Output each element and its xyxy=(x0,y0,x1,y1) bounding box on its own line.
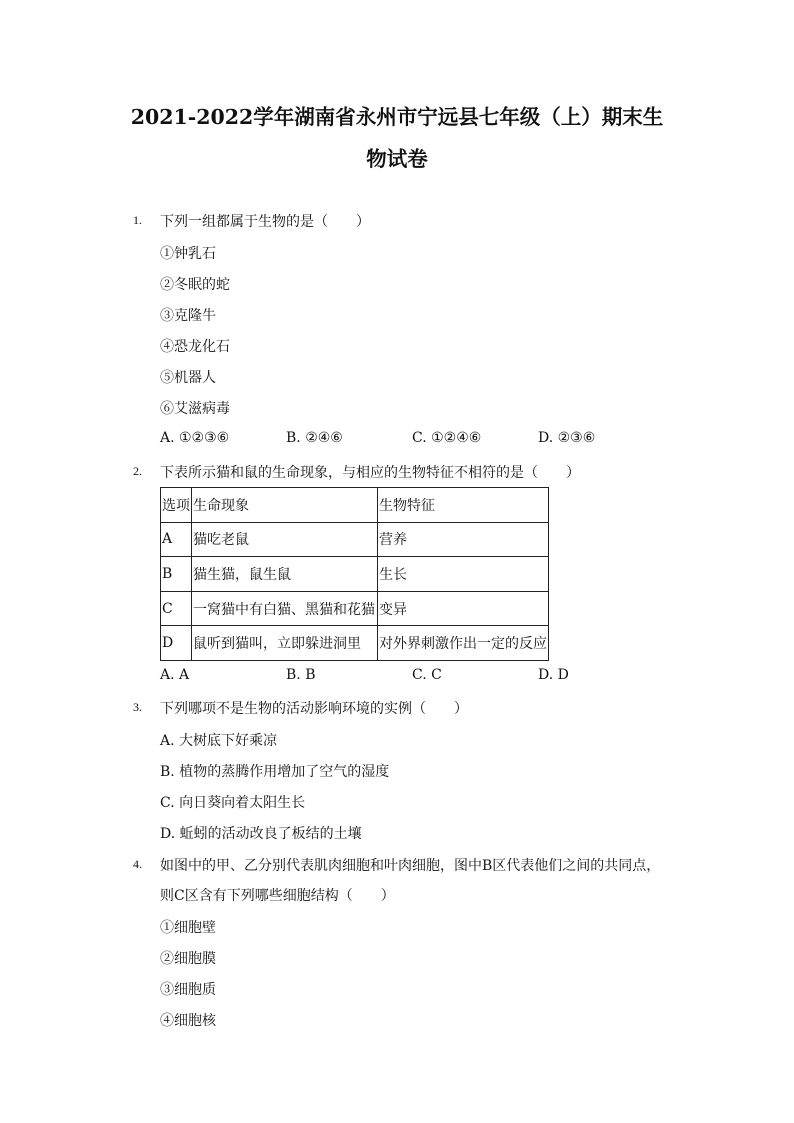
table-cell: 对外界刺激作出一定的反应 xyxy=(378,626,549,661)
table-cell: B xyxy=(161,557,192,592)
question-text: 下列哪项不是生物的活动影响环境的实例（ ） xyxy=(160,701,468,717)
table-cell: 选项 xyxy=(161,488,192,523)
option-b: B. ②④⑥ xyxy=(286,430,343,446)
question-number: 2. xyxy=(133,464,142,478)
option-b: B. 植物的蒸腾作用增加了空气的湿度 xyxy=(160,764,390,780)
question-text: 下表所示猫和鼠的生命现象，与相应的生物特征不相符的是（ ） xyxy=(160,465,580,481)
question-number: 3. xyxy=(133,700,142,714)
document-title xyxy=(100,96,694,180)
table-cell: 生命现象 xyxy=(192,488,378,523)
table-cell: 生长 xyxy=(378,557,549,592)
table-row xyxy=(161,591,549,626)
list-item: ②冬眠的蛇 xyxy=(160,277,230,293)
option-c: C. ①②④⑥ xyxy=(412,430,482,446)
table-cell: C xyxy=(161,591,192,626)
table-cell: 变异 xyxy=(378,591,549,626)
table-row xyxy=(161,522,549,557)
option-c: C. 向日葵向着太阳生长 xyxy=(160,795,306,811)
list-item: ③克隆牛 xyxy=(160,308,216,324)
question-number: 4. xyxy=(133,857,142,871)
question-text: 如图中的甲、乙分别代表肌肉细胞和叶肉细胞，图中B区代表他们之间的共同点， xyxy=(160,858,661,874)
table-cell: 鼠听到猫叫，立即躲进洞里 xyxy=(192,626,378,661)
option-d: D. ②③⑥ xyxy=(538,430,596,446)
table-cell: 猫吃老鼠 xyxy=(192,522,378,557)
option-a: A. 大树底下好乘凉 xyxy=(160,733,278,749)
option-c: C. C xyxy=(412,667,442,683)
option-b: B. B xyxy=(286,667,316,683)
title-line-2: 物试卷 xyxy=(366,147,428,171)
table-row xyxy=(161,626,549,661)
option-d: D. 蚯蚓的活动改良了板结的土壤 xyxy=(160,826,362,842)
list-item: ⑤机器人 xyxy=(160,370,216,386)
title-line-1: 2021-2022学年湖南省永州市宁远县七年级（上）期末生 xyxy=(130,105,664,129)
table-cell: 一窝猫中有白猫、黑猫和花猫 xyxy=(192,591,378,626)
list-item: ②细胞膜 xyxy=(160,951,216,967)
list-item: ①细胞壁 xyxy=(160,920,216,936)
list-item: ③细胞质 xyxy=(160,982,216,998)
list-item: ④细胞核 xyxy=(160,1013,216,1029)
list-item: ①钟乳石 xyxy=(160,246,216,262)
question-text-continued: 则C区含有下列哪些细胞结构（ ） xyxy=(160,888,395,904)
list-item: ⑥艾滋病毒 xyxy=(160,401,230,417)
option-a: A. A xyxy=(160,667,190,683)
table-header-row xyxy=(161,488,549,523)
table-row xyxy=(161,557,549,592)
table-cell: D xyxy=(161,626,192,661)
option-d: D. D xyxy=(538,667,569,683)
table-cell: A xyxy=(161,522,192,557)
table-cell: 生物特征 xyxy=(378,488,549,523)
question-text: 下列一组都属于生物的是（ ） xyxy=(160,214,370,230)
table-cell: 营养 xyxy=(378,522,549,557)
question-number: 1. xyxy=(133,213,142,227)
table-cell: 猫生猫，鼠生鼠 xyxy=(192,557,378,592)
option-a: A. ①②③⑥ xyxy=(160,430,230,446)
list-item: ④恐龙化石 xyxy=(160,339,230,355)
comparison-table xyxy=(160,487,549,661)
